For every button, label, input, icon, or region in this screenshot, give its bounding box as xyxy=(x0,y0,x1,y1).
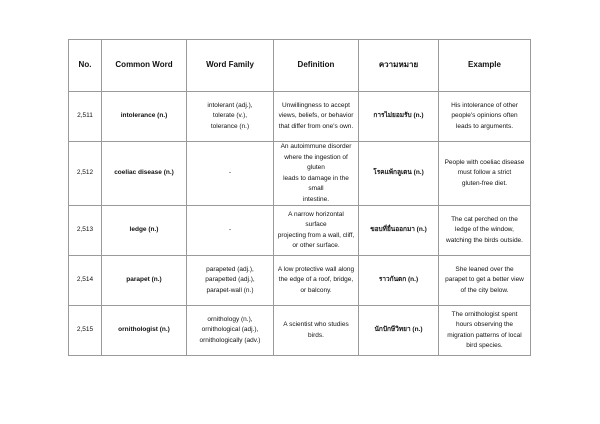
table-row xyxy=(69,92,531,142)
header-thai-meaning: ความหมาย xyxy=(359,40,439,92)
word-family-text: ornithology (n.), ornithological (adj.), ornithologically (adv.) xyxy=(199,315,261,344)
header-common-word: Common Word xyxy=(102,40,187,92)
thai-meaning: การไม่ยอมรับ (n.) xyxy=(359,92,439,142)
header-no: No. xyxy=(69,40,102,92)
definition xyxy=(274,92,359,142)
common-word: ledge (n.) xyxy=(102,206,187,256)
example-text: The ornithologist spent hours observing the migration patterns of local bird species. xyxy=(447,310,522,349)
word-family xyxy=(187,206,274,256)
example xyxy=(439,306,531,356)
definition-text: Unwillingness to accept views, beliefs, or behavior that differ from one's own. xyxy=(278,101,354,130)
row-number: 2,514 xyxy=(69,256,102,306)
word-family xyxy=(187,256,274,306)
thai-meaning: นักปักษีวิทยา (n.) xyxy=(359,306,439,356)
word-family xyxy=(187,142,274,206)
example-text: His intolerance of other people's opinions often leads to arguments. xyxy=(451,101,518,130)
example-text: She leaned over the parapet to get a better view of the city below. xyxy=(445,265,524,294)
vocabulary-table xyxy=(68,39,531,356)
example xyxy=(439,206,531,256)
table-row xyxy=(69,142,531,206)
thai-meaning: โรคแพ้กลูเตน (n.) xyxy=(359,142,439,206)
thai-meaning: ขอบที่ยื่นออกมา (n.) xyxy=(359,206,439,256)
word-family-text: - xyxy=(228,169,232,177)
definition xyxy=(274,206,359,256)
table-row xyxy=(69,206,531,256)
row-number: 2,511 xyxy=(69,92,102,142)
example xyxy=(439,92,531,142)
definition xyxy=(274,256,359,306)
row-number: 2,512 xyxy=(69,142,102,206)
common-word: ornithologist (n.) xyxy=(102,306,187,356)
word-family-text: parapeted (adj.), parapetted (adj.), parapet-wall (n.) xyxy=(205,265,255,294)
header-word-family: Word Family xyxy=(187,40,274,92)
common-word: intolerance (n.) xyxy=(102,92,187,142)
header-definition: Definition xyxy=(274,40,359,92)
definition-text: A scientist who studies birds. xyxy=(283,321,349,339)
example-text: People with coeliac disease must follow a strict gluten-free diet. xyxy=(444,158,525,187)
example xyxy=(439,142,531,206)
word-family xyxy=(187,306,274,356)
header-example: Example xyxy=(439,40,531,92)
example xyxy=(439,256,531,306)
table-header-row xyxy=(69,40,531,92)
table-row xyxy=(69,306,531,356)
word-family xyxy=(187,92,274,142)
row-number: 2,513 xyxy=(69,206,102,256)
thai-meaning: ราวกันตก (n.) xyxy=(359,256,439,306)
example-text: The cat perched on the ledge of the window, watching the birds outside. xyxy=(446,215,523,244)
word-family-text: intolerant (adj.), tolerate (v.), tolerance (n.) xyxy=(207,101,253,130)
row-number: 2,515 xyxy=(69,306,102,356)
common-word: parapet (n.) xyxy=(102,256,187,306)
definition-text: A low protective wall along the edge of a roof, bridge, or balcony. xyxy=(277,265,355,294)
common-word: coeliac disease (n.) xyxy=(102,142,187,206)
table-row xyxy=(69,256,531,306)
definition-text: An autoimmune disorder where the ingestion of gluten leads to damage in the small intestine. xyxy=(280,143,352,203)
definition xyxy=(274,142,359,206)
word-family-text: - xyxy=(228,226,232,234)
definition-text: A narrow horizontal surface projecting from a wall, cliff, or other surface. xyxy=(277,210,355,249)
definition xyxy=(274,306,359,356)
